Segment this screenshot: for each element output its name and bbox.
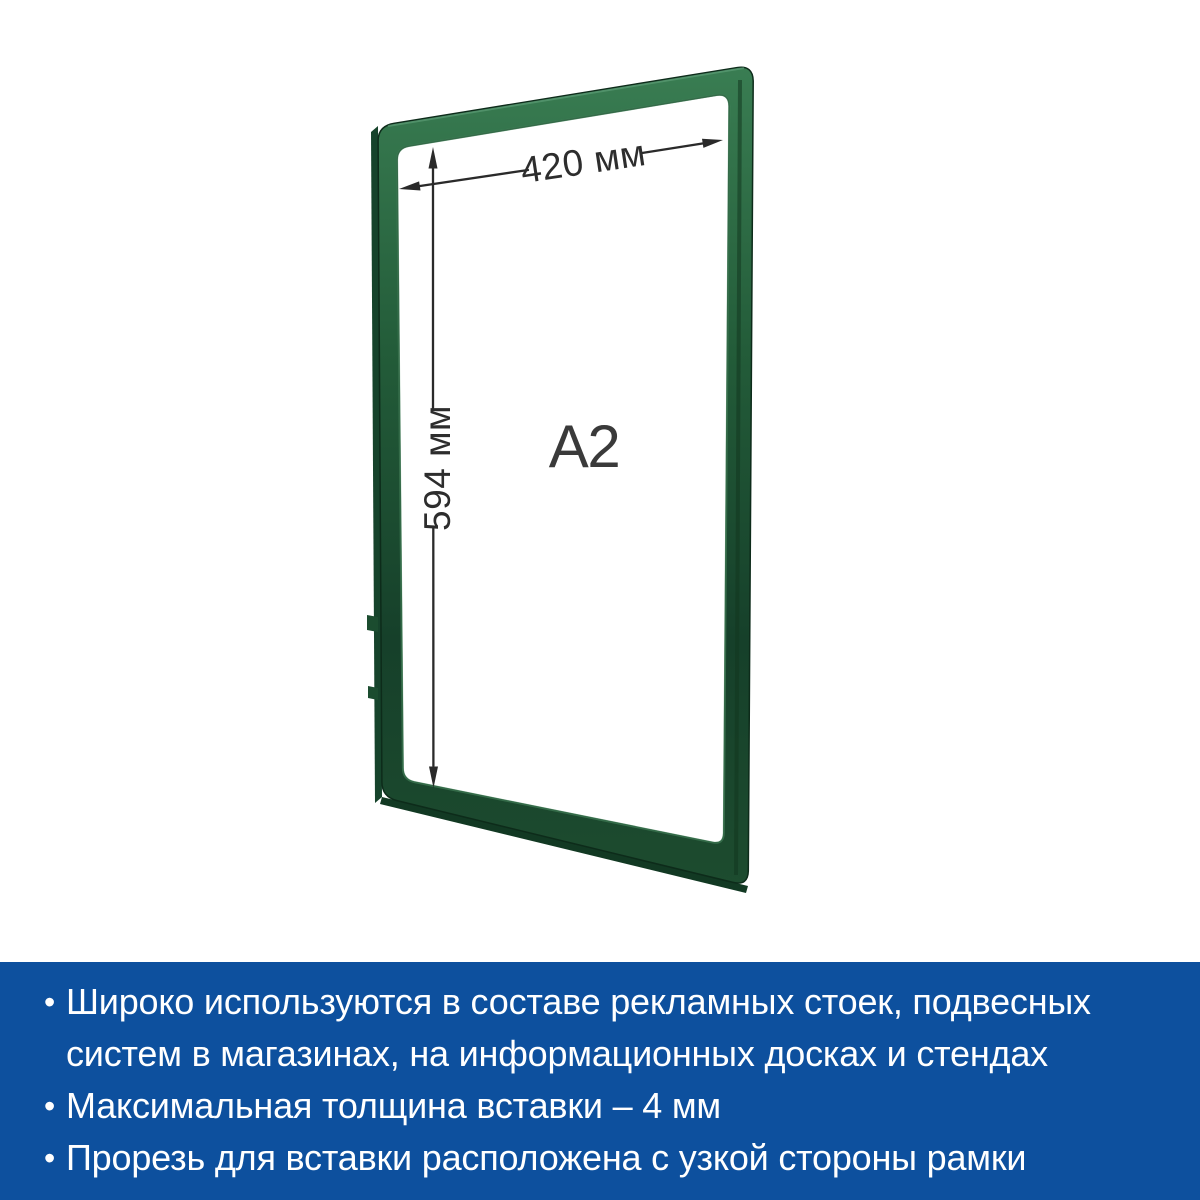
- height-arrowhead-up-icon: [429, 147, 438, 169]
- format-label: A2: [548, 413, 620, 480]
- width-dimension-line-left: [420, 170, 528, 186]
- feature-item-slot: [44, 1132, 1166, 1184]
- bullet-icon: •: [44, 1140, 56, 1176]
- frame-side-clip-lower: [368, 686, 378, 700]
- feature-item-thickness: [44, 1080, 1166, 1132]
- width-dimension-label: 420 мм: [517, 132, 649, 192]
- feature-text-slot: Прорезь для вставки расположена с узкой стороны рамки: [66, 1137, 1027, 1178]
- bullet-icon: •: [44, 984, 56, 1020]
- feature-item-usage: [44, 976, 1166, 1080]
- footer-banner: [0, 962, 1200, 1200]
- frame-side-clip-upper: [367, 615, 378, 632]
- bullet-icon: •: [44, 1088, 56, 1124]
- feature-text-usage: Широко используются в составе рекламных стоек, подвесных систем в магазинах, на информационных досках и стендах: [66, 981, 1091, 1074]
- width-arrowhead-right-icon: [702, 139, 723, 148]
- width-dimension-line-right: [642, 143, 704, 153]
- width-arrowhead-left-icon: [399, 181, 421, 190]
- feature-text-thickness: Максимальная толщина вставки – 4 мм: [66, 1085, 721, 1126]
- height-dimension-label: 594 мм: [417, 405, 458, 531]
